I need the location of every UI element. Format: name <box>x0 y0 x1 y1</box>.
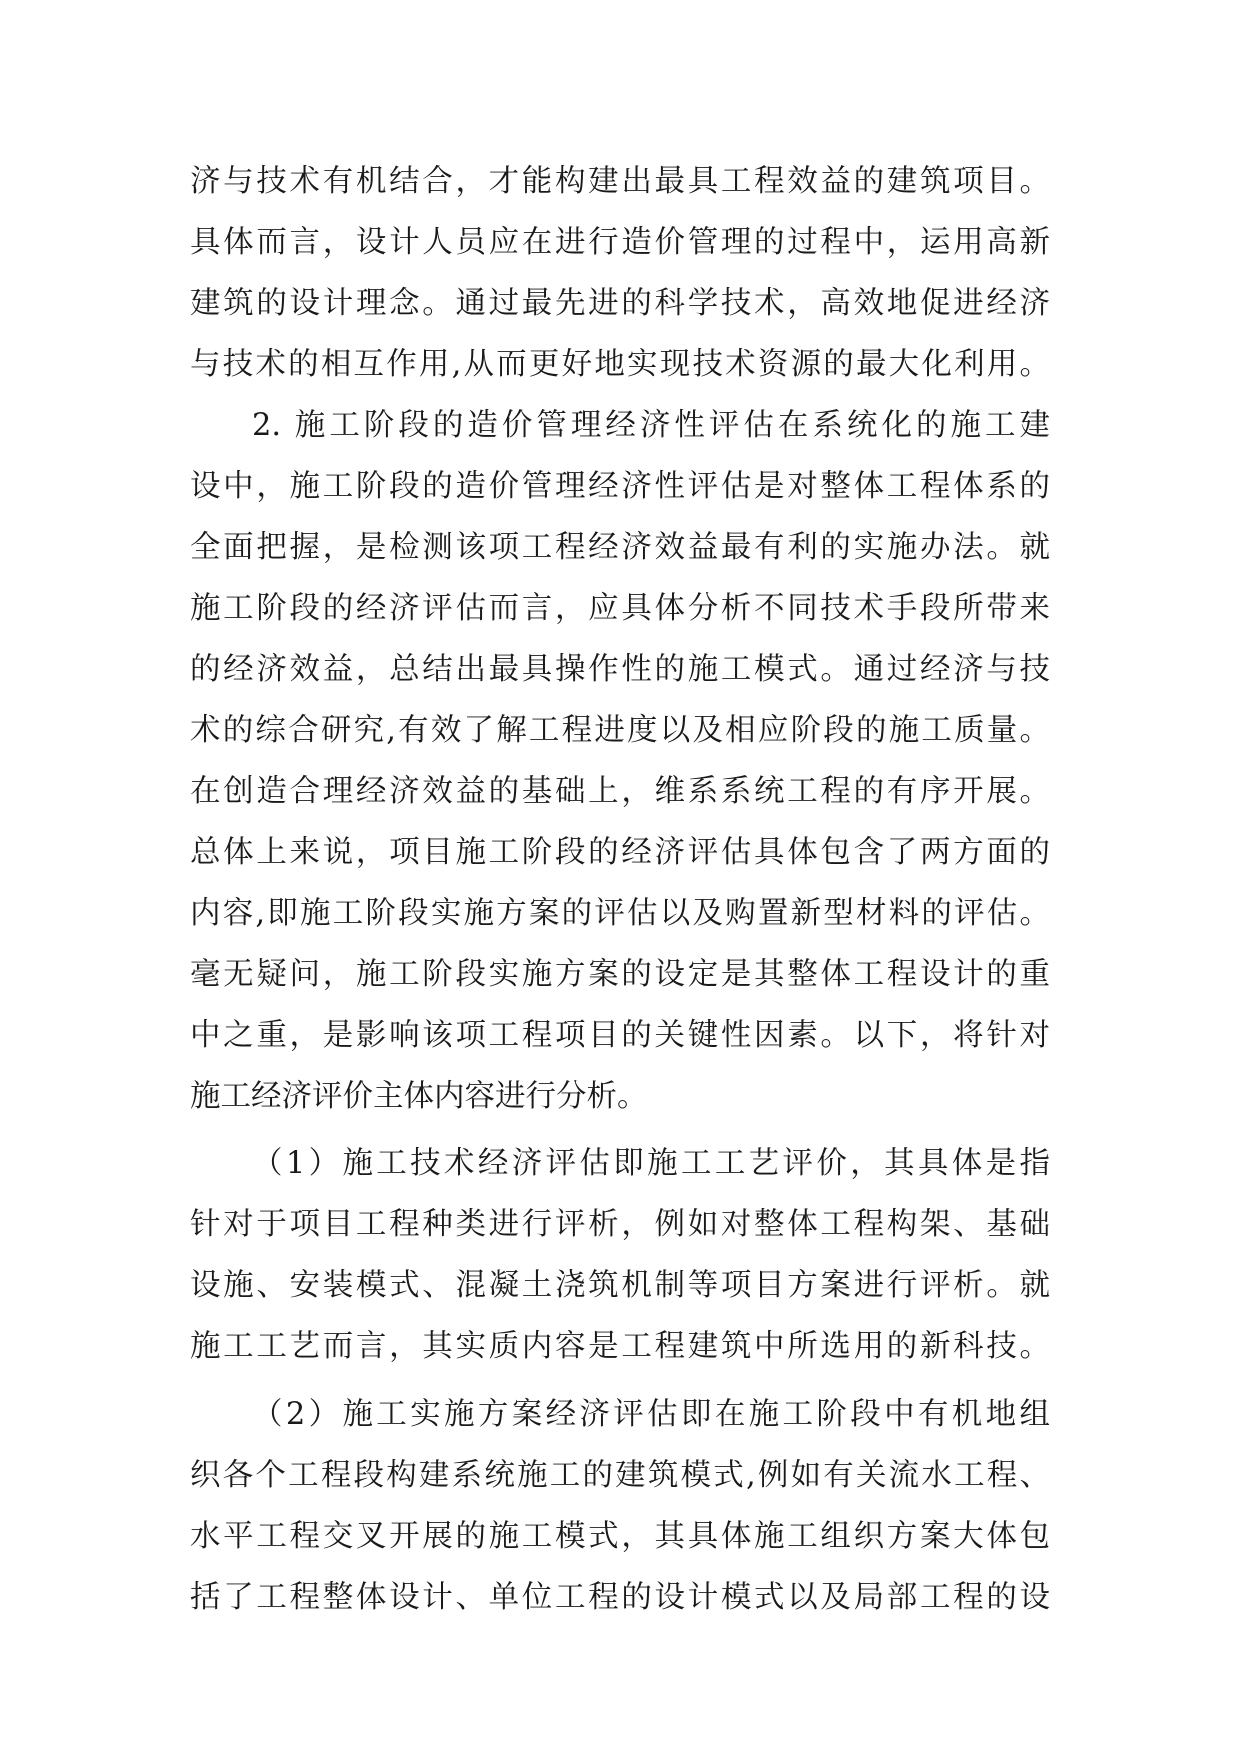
text-line: 的经济效益，总结出最具操作性的施工模式。通过经济与技 <box>190 652 1050 687</box>
text-line: 与技术的相互作用,从而更好地实现技术资源的最大化利用。 <box>190 347 1050 382</box>
text-line: 括了工程整体设计、单位工程的设计模式以及局部工程的设 <box>190 1580 1050 1615</box>
text-line: 毫无疑问，施工阶段实施方案的设定是其整体工程设计的重 <box>190 957 1050 992</box>
text-line: 内容,即施工阶段实施方案的评估以及购置新型材料的评估。 <box>190 896 1050 931</box>
text-line: （2）施工实施方案经济评估即在施工阶段中有机地组 <box>252 1397 1050 1432</box>
text-line: 施工阶段的经济评估而言，应具体分析不同技术手段所带来 <box>190 591 1050 626</box>
text-line: 织各个工程段构建系统施工的建筑模式,例如有关流水工程、 <box>190 1458 1050 1493</box>
text-line: 术的综合研究,有效了解工程进度以及相应阶段的施工质量。 <box>190 713 1050 748</box>
text-line: 水平工程交叉开展的施工模式，其具体施工组织方案大体包 <box>190 1519 1050 1554</box>
text-line: （1）施工技术经济评估即施工工艺评价，其具体是指 <box>252 1146 1050 1181</box>
text-line: 济与技术有机结合，才能构建出最具工程效益的建筑项目。 <box>190 164 1050 199</box>
text-line: 针对于项目工程种类进行评析，例如对整体工程构架、基础 <box>190 1207 1050 1242</box>
text-line: 全面把握，是检测该项工程经济效益最有利的实施办法。就 <box>190 530 1050 565</box>
text-line: 2. 施工阶段的造价管理经济性评估在系统化的施工建 <box>252 408 1050 443</box>
text-line: 在创造合理经济效益的基础上，维系系统工程的有序开展。 <box>190 774 1050 809</box>
text-line: 设中，施工阶段的造价管理经济性评估是对整体工程体系的 <box>190 469 1050 504</box>
text-line: 具体而言，设计人员应在进行造价管理的过程中，运用高新 <box>190 225 1050 260</box>
text-line: 施工工艺而言，其实质内容是工程建筑中所选用的新科技。 <box>190 1329 1050 1364</box>
text-line: 中之重，是影响该项工程项目的关键性因素。以下，将针对 <box>190 1018 1050 1053</box>
text-line: 施工经济评价主体内容进行分析。 <box>190 1079 648 1114</box>
text-line: 总体上来说，项目施工阶段的经济评估具体包含了两方面的 <box>190 835 1050 870</box>
text-line: 设施、安装模式、混凝土浇筑机制等项目方案进行评析。就 <box>190 1268 1050 1303</box>
text-line: 建筑的设计理念。通过最先进的科学技术，高效地促进经济 <box>190 286 1050 321</box>
